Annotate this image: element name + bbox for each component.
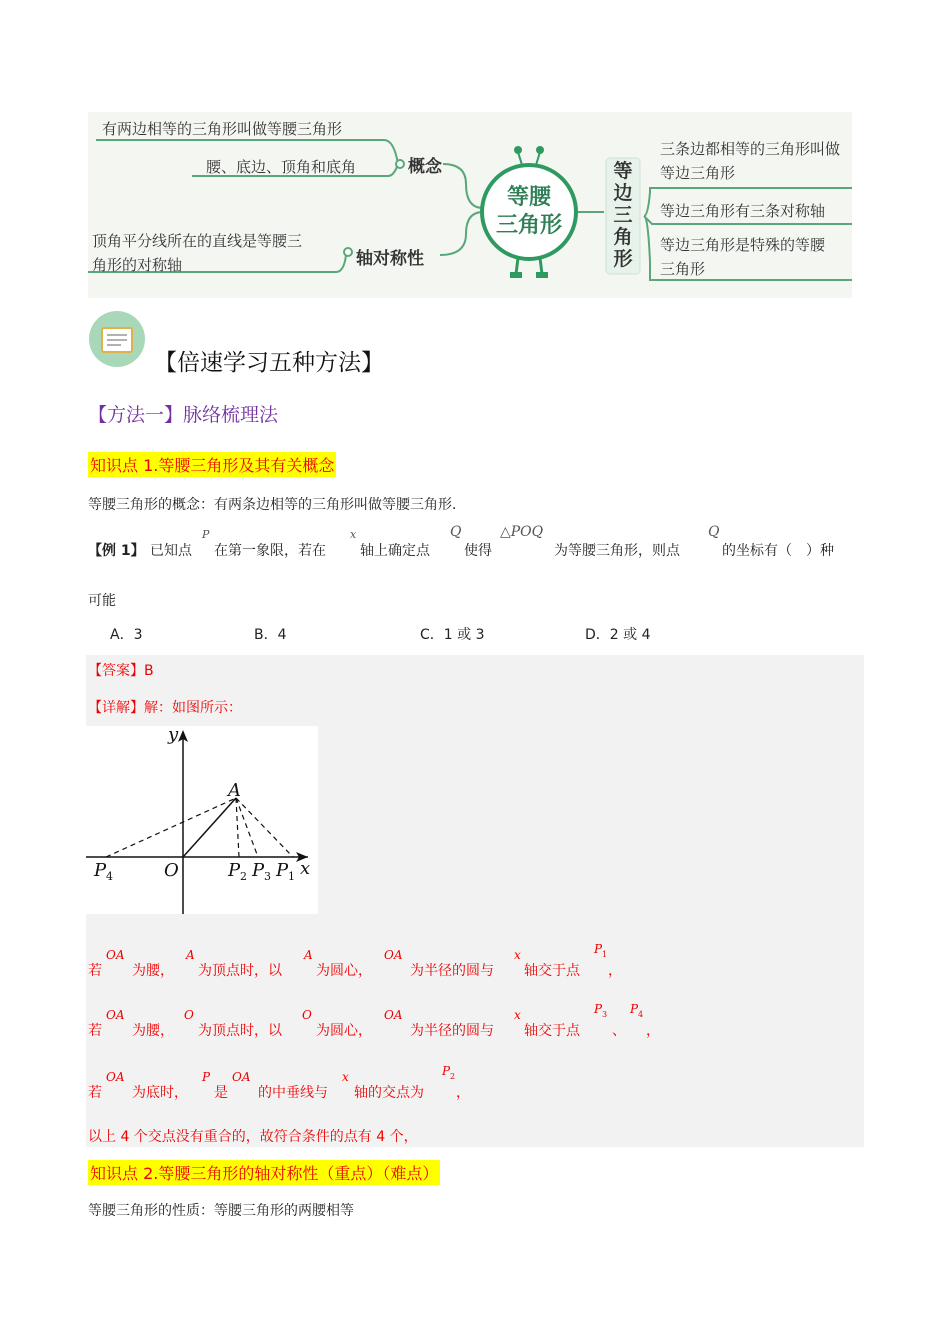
math-var: OA (106, 1008, 125, 1022)
equilateral-tag (612, 160, 634, 270)
origin-label: O (164, 860, 179, 881)
point-p3-subscript: 3 (264, 870, 271, 883)
solution-line-2 (88, 1002, 858, 1042)
example-text: 为等腰三角形，则点 (554, 543, 680, 559)
answer-value: B (144, 663, 154, 679)
point-p3-label: P (252, 860, 265, 881)
concept-parts: 腰、底边、顶角和底角 (206, 158, 357, 176)
point-p2-subscript: 2 (240, 870, 247, 883)
answer-line (88, 660, 154, 680)
equilateral-item3-line2: 三角形 (660, 260, 706, 278)
solution-text: 为腰， (132, 963, 174, 979)
concept-definition: 有两边相等的三角形叫做等腰三角形 (102, 120, 343, 138)
option-b: B．4 (254, 627, 287, 643)
math-var: A (304, 948, 313, 962)
equilateral-tag-char: 等 (613, 160, 633, 182)
solution-text: 轴交于点 (524, 1023, 580, 1039)
math-var: Q (708, 524, 720, 540)
coordinate-figure (86, 726, 318, 914)
option-a: A．3 (110, 627, 143, 643)
solution-text: ， (608, 963, 622, 979)
point-p1-subscript: 1 (288, 870, 295, 883)
center-title-line2: 三角形 (495, 213, 562, 238)
point-p4-label: P (94, 860, 107, 881)
option-d: D．2 或 4 (585, 627, 651, 643)
equilateral-item1-line1: 三条边都相等的三角形叫做 (660, 140, 841, 158)
solution-text: ， (456, 1085, 470, 1101)
center-title (489, 184, 569, 240)
math-var: OA (106, 1070, 125, 1084)
example-text-line2: 可能 (88, 593, 116, 609)
knowledge-point-1-title: 知识点 1.等腰三角形及其有关概念 (88, 452, 336, 477)
solution-text: 的中垂线与 (258, 1085, 328, 1101)
example-text: 的坐标有（ ）种 (722, 543, 834, 559)
solution-text: 若 (88, 1023, 102, 1039)
detail-line (88, 697, 242, 717)
notebook-icon (88, 310, 146, 368)
mind-map (88, 112, 852, 298)
example-text: 在第一象限，若在 (214, 543, 326, 559)
concept-tag: 概念 (408, 157, 442, 177)
solution-text: 轴的交点为 (354, 1085, 424, 1101)
math-subscript: 2 (450, 1072, 456, 1081)
math-var: P (202, 528, 210, 541)
math-var: x (350, 528, 357, 541)
solution-text: 为腰， (132, 1023, 174, 1039)
answer-label: 【答案】 (88, 663, 144, 679)
solution-text: 为圆心， (316, 963, 372, 979)
math-var: A (186, 948, 195, 962)
math-subscript: 1 (602, 950, 608, 959)
math-var: OA (106, 948, 125, 962)
math-var: x (514, 1008, 521, 1022)
detail-label: 【详解】 (88, 700, 144, 716)
point-a-label: A (228, 780, 241, 801)
math-var: x (342, 1070, 349, 1084)
math-var: P (442, 1064, 451, 1078)
isosceles-concept: 等腰三角形的概念：有两条边相等的三角形叫做等腰三角形． (88, 497, 466, 513)
solution-text: 若 (88, 1085, 102, 1101)
detail-text: 解：如图所示： (144, 700, 242, 716)
center-title-line1: 等腰 (506, 185, 551, 210)
equilateral-tag-char: 三 (613, 204, 633, 226)
symmetry-desc-line1: 顶角平分线所在的直线是等腰三 (92, 232, 303, 250)
y-axis-label: y (168, 726, 179, 745)
math-var: O (184, 1008, 194, 1022)
example-label: 【例 1】 (88, 543, 145, 559)
solution-text: 、 (612, 1023, 626, 1039)
point-p2-label: P (228, 860, 241, 881)
solution-text: 若 (88, 963, 102, 979)
math-var: OA (384, 948, 403, 962)
example-text: 已知点 (150, 543, 192, 559)
solution-text: ， (646, 1023, 660, 1039)
option-c: C．1 或 3 (420, 627, 485, 643)
equilateral-tag-char: 角 (613, 226, 633, 248)
solution-line-3 (88, 1064, 858, 1104)
solution-text: 为半径的圆与 (410, 963, 494, 979)
math-var: OA (384, 1008, 403, 1022)
equilateral-tag-char: 边 (613, 182, 633, 204)
math-expression: △POQ (500, 524, 544, 540)
isosceles-property: 等腰三角形的性质：等腰三角形的两腰相等 (88, 1203, 354, 1219)
equilateral-tag-char: 形 (613, 248, 633, 270)
knowledge-point-2-title: 知识点 2.等腰三角形的轴对称性（重点）（难点） (88, 1160, 440, 1185)
math-var: P (594, 1002, 603, 1016)
example-text: 轴上确定点 (360, 543, 430, 559)
method-one-heading: 【方法一】脉络梳理法 (88, 404, 279, 426)
math-var: P (594, 942, 603, 956)
example-1 (88, 524, 868, 568)
symmetry-tag: 轴对称性 (356, 249, 424, 269)
solution-text: 为顶点时，以 (198, 963, 282, 979)
solution-text: 为顶点时，以 (198, 1023, 282, 1039)
solution-text: 是 (214, 1085, 228, 1101)
math-var: Q (450, 524, 462, 540)
solution-text: 为圆心， (316, 1023, 372, 1039)
point-p1-label: P (276, 860, 289, 881)
example-text: 使得 (464, 543, 492, 559)
equilateral-item2: 等边三角形有三条对称轴 (660, 202, 826, 220)
point-p4-subscript: 4 (106, 870, 113, 883)
equilateral-item1-line2: 等边三角形 (660, 164, 736, 182)
solution-text: 轴交于点 (524, 963, 580, 979)
solution-text: 为半径的圆与 (410, 1023, 494, 1039)
section-title: 【倍速学习五种方法】 (154, 350, 384, 376)
solution-conclusion: 以上 4 个交点没有重合的，故符合条件的点有 4 个， (88, 1129, 418, 1145)
math-subscript: 4 (638, 1010, 644, 1019)
math-var: P (202, 1070, 211, 1084)
math-var: O (302, 1008, 312, 1022)
equilateral-item3-line1: 等边三角形是特殊的等腰 (660, 236, 826, 254)
math-var: P (630, 1002, 639, 1016)
x-axis-label: x (300, 858, 311, 879)
solution-line-1 (88, 942, 858, 982)
symmetry-desc-line2: 角形的对称轴 (92, 256, 183, 274)
math-var: x (514, 948, 521, 962)
math-var: OA (232, 1070, 251, 1084)
solution-text: 为底时， (132, 1085, 188, 1101)
math-subscript: 3 (602, 1010, 608, 1019)
